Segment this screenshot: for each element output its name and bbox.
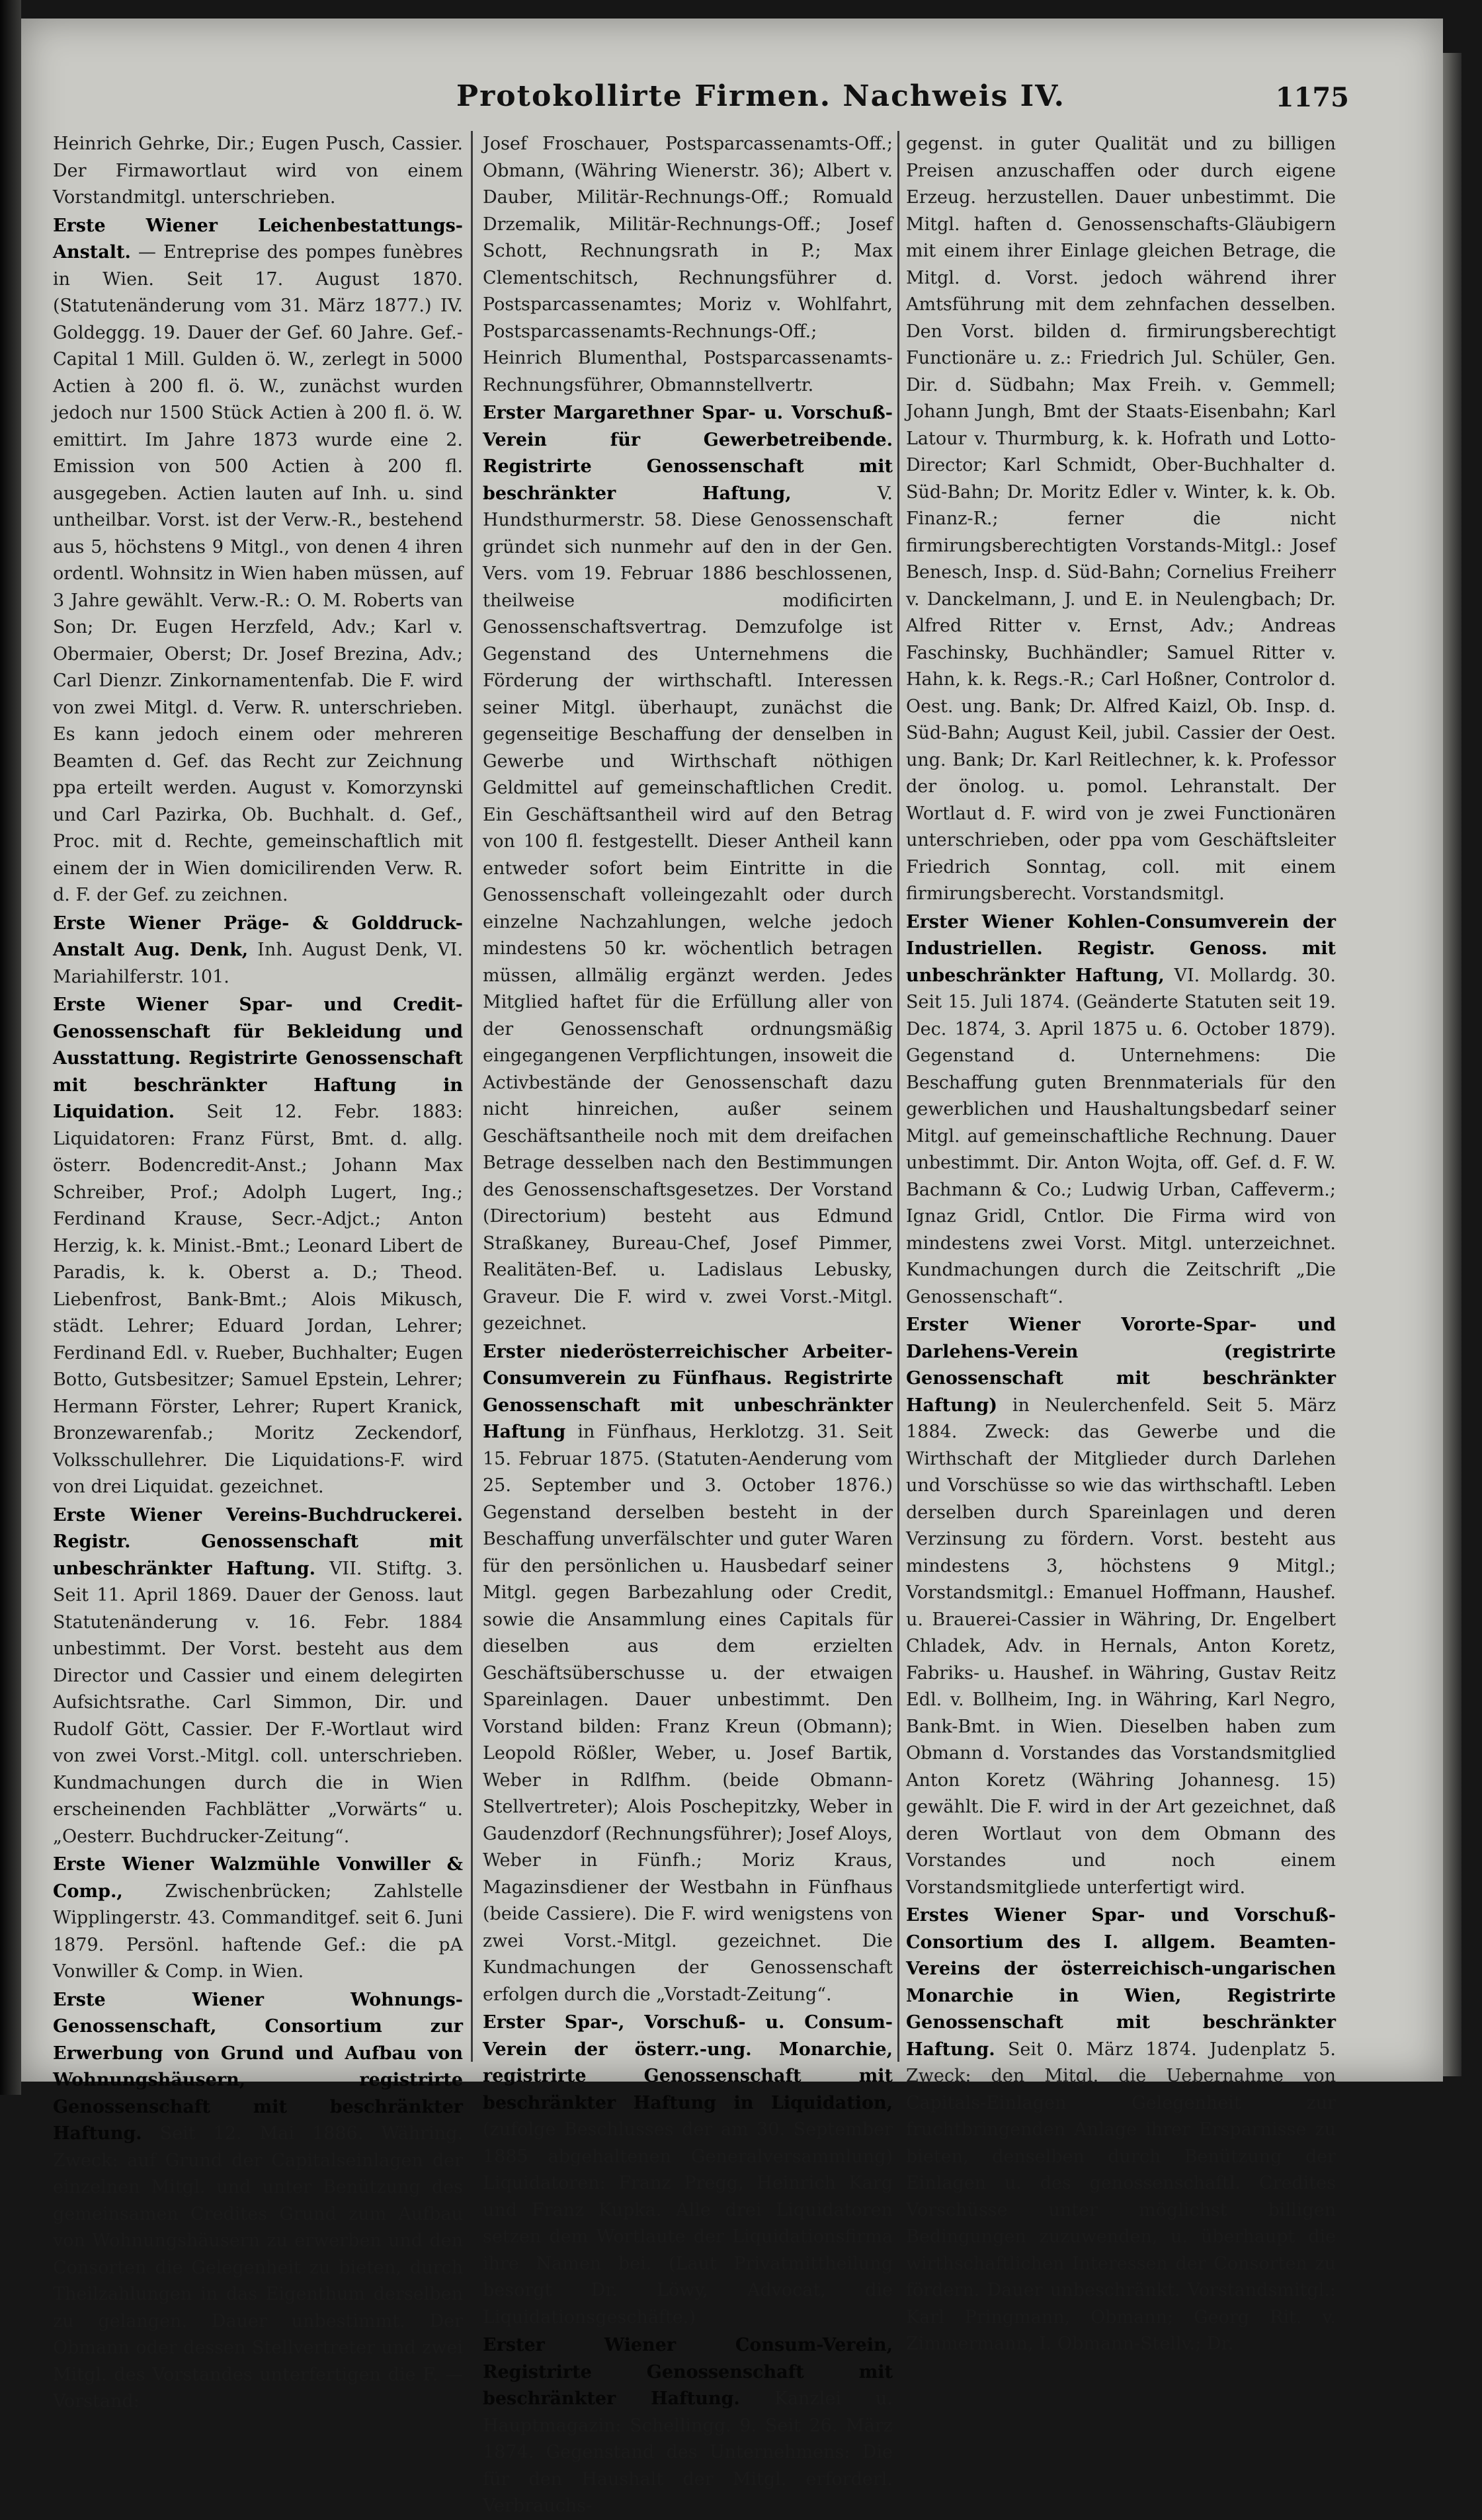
entry-text: Seit 12. Mai 1886. Währing. Zweck: auf Grund der Capitalseinlagen der einzelnen Mitgl. und unter Benützung des gemeinsamen Credites Grund zum Aufbau von Wohnungshäusern zu erwerben und den Consorten die Gelegenheit zu bieten, durch Theilzahlungen in das Eigenthum derselben zu gelangen. Dauer unbestimmt. Der Obmann oder dessen Stellvertreter und zwei Mitgl. des Vorstandes unterfertigen die F. — Vorstand:	[53, 2123, 464, 2412]
entry	[483, 2332, 893, 2520]
entry	[483, 400, 893, 1338]
entry-text: Heinrich Gehrke, Dir.; Eugen Pusch, Cassier. Der Firmawortlaut wird von einem Vorstandmitgl. unterschrieben.	[53, 134, 463, 208]
entry	[483, 2010, 893, 2331]
entry-text: Josef Froschauer, Postsparcassenamts-Off.; Obmann, (Währing Wienerstr. 36); Albert v. Dauber, Militär-Rechnungs-Off.; Romuald Drzemalik, Militär-Rechnungs-Off.; Josef Schott, Rechnungsrath in P.; Max Clementschitsch, Rechnungsführer d. Postsparcassenamtes; Moriz v. Wohlfahrt, Postsparcassenamts-Rechnungs-Off.; Heinrich Blumenthal, Postsparcassenamts-Rechnungsführer, Obmannstellvertr.	[483, 134, 893, 395]
column-rule	[897, 131, 899, 2062]
entry-text: Seit 12. Febr. 1883: Liquidatoren: Franz Fürst, Bmt. d. allg. österr. Bodencredit-Anst.; Johann Max Schreiber, Prof.; Adolph Lugert, Ing.; Ferdinand Krause, Secr.-Adjct.; Anton Herzig, k. k. Minist.-Bmt.; Leonard Libert de Paradis, k. k. Oberst a. D.; Theod. Liebenfrost, Bank-Bmt.; Alois Mikusch, städt. Lehrer; Eduard Jordan, Lehrer; Ferdinand Edl. v. Rueber, Buchhalter; Eugen Botto, Gutsbesitzer; Samuel Epstein, Lehrer; Hermann Förster, Lehrer; Rupert Kranick, Bronzewarenfab.; Moritz Zeckendorf, Volksschullehrer. Die Liquidations-F. wird von drei Liquidat. gezeichnet.	[53, 1102, 463, 1497]
entry-text: Inh. August Denk, VI. Mariahilferstr. 101.	[53, 940, 463, 987]
entry-heading: Erste Wiener Präge- & Golddruck-Anstalt Aug. Denk,	[53, 913, 463, 960]
entry-text: Zwischenbrücken; Zahlstelle Wipplingerstr. 43. Commanditgef. seit 6. Juni 1879. Persönl. haftende Gef.: die pA Vonwiller & Comp. in Wien.	[53, 1881, 463, 1982]
entry-heading: Erster niederösterreichischer Arbeiter-Consumverein zu Fünfhaus. Registrirte Genossenschaft mit unbeschränkter Haftung	[483, 1341, 893, 1442]
entry	[53, 911, 463, 991]
entry-text: VI. Mollardg. 30. Seit 15. Juli 1874. (Geänderte Statuten seit 19. Dec. 1874, 3. April 1875 u. 6. October 1879). Gegenstand d. Unternehmens: Die Beschaffung guten Brennmaterials für den gewerblichen und Haushaltungsbedarf seiner Mitgl. auf gemeinschaftliche Rechnung. Dauer unbestimmt. Dir. Anton Wojta, off. Gef. d. F. W. Bachmann & Co.; Ludwig Urban, Caffeverm.; Ignaz Gridl, Cntlor. Die Firma wird von mindestens zwei Vorst. Mitgl. unterzeichnet. Kundmachungen durch die Zeitschrift „Die Genossenschaft“.	[906, 965, 1336, 1307]
entry	[53, 1851, 463, 1986]
entry-text: V. Hundsthurmerstr. 58. Diese Genossenschaft gründet sich nunmehr auf den in der Gen. Vers. vom 19. Februar 1886 beschlossenen, theilweise modificirten Genossenschaftsvertrag. Demzufolge ist Gegenstand des Unternehmens die Förderung der wirthschaftl. Interessen seiner Mitgl. überhaupt, zunächst die gegenseitige Beschaffung der denselben in Gewerbe und Wirthschaft nöthigen Geldmittel auf gemeinschaftlichen Credit. Ein Geschäftsantheil wird auf den Betrag von 100 fl. festgestellt. Dieser Antheil kann entweder sofort beim Eintritte in die Genossenschaft volleingezahlt oder durch einzelne Nachzahlungen, welche jedoch mindestens 50 kr. wöchentlich betragen müssen, allmälig ergänzt werden. Jedes Mitglied haftet für die Erfüllung aller von der Genossenschaft ordnungsmäßig eingegangenen Verpflichtungen, insoweit die Activbestände der Genossenschaft dazu nicht hinreichen, außer seinem Geschäftsantheile noch mit dem dreifachen Betrage desselben nach den Bestimmungen des Genossenschaftsgesetzes. Der Vorstand (Directorium) besteht aus Edmund Straßkaney, Bureau-Chef, Josef Pimmer, Realitäten-Bef. u. Ladislaus Lebusky, Graveur. Die F. wird v. zwei Vorst.-Mitgl. gezeichnet.	[483, 483, 893, 1334]
entry-heading: Erster Wiener Consum-Verein, Registrirte Genossenschaft mit beschränkter Haftung.	[483, 2335, 893, 2409]
entry-heading: Erster Margarethner Spar- u. Vorschuß-Verein für Gewerbetreibende. Registrirte Genossenschaft mit beschränkter Haftung,	[483, 403, 893, 504]
running-title: Protokollirte Firmen. Nachweis IV.	[456, 79, 1065, 113]
entry	[906, 131, 1336, 908]
book-spine	[0, 0, 21, 2095]
entry	[483, 1339, 893, 2009]
entry	[906, 1312, 1336, 1901]
entry-text: in Neulerchenfeld. Seit 5. März 1884. Zweck: das Gewerbe und die Wirthschaft der Mitglieder durch Darlehen und Vorschüsse so wie das wirthschaftl. Leben derselben durch Spareinlagen und deren Verzinsung zu fördern. Vorst. besteht aus mindestens 3, höchstens 9 Mitgl.; Vorstandsmitgl.: Emanuel Hoffmann, Haushef. u. Brauerei-Cassier in Währing, Dr. Engelbert Chladek, Adv. in Hernals, Anton Koretz, Fabriks- u. Haushef. in Währing, Gustav Reitz Edl. v. Bollheim, Ing. in Währing, Karl Negro, Bank-Bmt. in Wien. Dieselben haben zum Obmann d. Vorstandes das Vorstandsmitglied Anton Koretz (Währing Johannesg. 15) gewählt. Die F. wird in der Art gezeichnet, daß deren Wortlaut von dem Obmann des Vorstandes und noch einem Vorstandsmitgliede unterfertigt wird.	[906, 1395, 1336, 1898]
entry-heading: Erste Wiener Vereins-Buchdruckerei. Registr. Genossenschaft mit unbeschränkter Haftung.	[53, 1504, 463, 1579]
entry-text: (zufolge Beschlusses der am 30. September 1885 abgehaltenen Generalversammlung) Liquidatoren: Franz Pregg, Heinrich Karg und Franz Kupka. Alle drei Liquidatoren setzen dem Wortlaute der Liquidationsfirma ihre Namen bei. (Laut Privatmittheilung besorgt Dr. Löwy, Advocat, die Liquidationsgeschäfte.)	[483, 2119, 893, 2328]
entry-text: in Fünfhaus, Herklotzg. 31. Seit 15. Februar 1875. (Statuten-Aenderung vom 25. September und 3. October 1876.) Gegenstand derselben besteht in der Beschaffung unverfälschter und guter Waren für den persönlichen u. Hausbedarf seiner Mitgl. gegen Barbezahlung oder Credit, sowie die Ansammlung eines Capitals für dieselben aus dem erzielten Geschäftsüberschusse u. der etwaigen Spareinlagen. Dauer unbestimmt. Den Vorstand bilden: Franz Kreun (Obmann); Leopold Rößler, Weber, u. Josef Bartik, Weber in Rdlfhm. (beide Obmann-Stellvertreter); Alois Poschepitzky, Weber in Gaudenzdorf (Rechnungsführer); Josef Aloys, Weber in Fünfh.; Moriz Kraus, Magazinsdiener der Westbahn in Fünfhaus (beide Cassiere). Die F. wird wenigstens von zwei Vorst.-Mitgl. gezeichnet. Die Kundmachungen der Genossenschaft erfolgen durch die „Vorstadt-Zeitung“.	[483, 1422, 893, 2005]
entry	[53, 1987, 463, 2416]
column-1	[53, 131, 463, 2416]
entry-heading: Erstes Wiener Spar- und Vorschuß-Consortium des I. allgem. Beamten-Vereins der österreichisch-ungarischen Monarchie in Wien, Registrirte Genossenschaft mit beschränkter Haftung.	[906, 1905, 1336, 2060]
entry-heading: Erster Wiener Kohlen-Consumverein der Industriellen. Registr. Genoss. mit unbeschränkter Haftung,	[906, 911, 1336, 986]
entry	[906, 1902, 1336, 2358]
entry	[53, 992, 463, 1501]
entry-heading: Erster Spar-, Vorschuß- u. Consum-Verein der österr.-ung. Monarchie, registrirte Genossenschaft mit beschränkter Haftung in Liquidation,	[483, 2012, 893, 2113]
entry	[906, 909, 1336, 1311]
entry-heading: Erster Wiener Vororte-Spar- und Darlehens-Verein (registrirte Genossenschaft mit beschränkter Haftung)	[906, 1315, 1336, 1416]
column-2	[483, 131, 893, 2520]
entry	[53, 131, 463, 212]
entry	[483, 131, 893, 399]
entry-text: Kanzlei u. Hauptmagazin: Schellingg. 9. Seit 26. März 1874. Gegenstand des Unternehmens: Die für den Haushalt der Mitgl. erforderl. Verbrauchs-	[483, 2388, 893, 2516]
entry-heading: Erste Wiener Spar- und Credit-Genossenschaft für Bekleidung und Ausstattung. Registrirte Genossenschaft mit beschränkter Haftung in Liquidation.	[53, 995, 463, 1122]
entry	[53, 213, 463, 909]
entry-heading: Erste Wiener Walzmühle Vonwiller & Comp.,	[53, 1854, 463, 1902]
entry-heading: Erste Wiener Leichenbestattungs-Anstalt.	[53, 215, 463, 263]
page-number: 1175	[1275, 82, 1349, 113]
entry-text: Seit 0. März 1874. Judenplatz 5. Zweck: den Mitgl. die Uebernahme von Capitals-Einlagen Gelegenheit zur fruchtbringenden Anlage ihrer Ersparnisse zu bieten, denselben durch Benützung der Einlagen u. des genossenschaftl. Credites Vorschüsse unter möglichst billigen Bedingungen zuzuwenden, u. überhaupt die wirthschaftlichen Interessen der Consorten zu fördern. Dauer unbeschränkt. Vorstandsmitgl.: Karl Pringmann, Obmann; Georg Rit. v. Zimmermann, I. Obmann-Stellv.; Dr.	[906, 2039, 1336, 2354]
entry-text: VII. Stiftg. 3. Seit 11. April 1869. Dauer der Genoss. laut Statutenänderung v. 16. Febr. 1884 unbestimmt. Der Vorst. besteht aus dem Director und Cassier und einem delegirten Aufsichtsrathe. Carl Simmon, Dir. und Rudolf Gött, Cassier. Der F.-Wortlaut wird von zwei Vorst.-Mitgl. coll. unterschrieben. Kundmachungen durch die in Wien erscheinenden Fachblätter „Vorwärts“ u. „Oesterr. Buchdrucker-Zeitung“.	[53, 1558, 463, 1847]
page-header	[423, 79, 1349, 126]
entry-text: gegenst. in guter Qualität und zu billigen Preisen anzuschaffen oder durch eigene Erzeug. herzustellen. Dauer unbestimmt. Die Mitgl. haften d. Genossenschafts-Gläubigern mit einem ihrer Einlage gleichen Betrage, die Mitgl. d. Vorst. jedoch während ihrer Amtsführung mit dem zehnfachen desselben. Den Vorst. bilden d. firmirungsberechtigt Functionäre u. z.: Friedrich Jul. Schüler, Gen. Dir. d. Südbahn; Max Freih. v. Gemmell; Johann Jungh, Bmt der Staats-Eisenbahn; Karl Latour v. Thurmburg, k. k. Hofrath und Lotto-Director; Karl Schmidt, Ober-Buchhalter d. Süd-Bahn; Dr. Moritz Edler v. Winter, k. k. Ob. Finanz-R.; ferner die nicht firmirungsberechtigten Vorstands-Mitgl.: Josef Benesch, Insp. d. Süd-Bahn; Cornelius Freiherr v. Danckelmann, J. und E. in Neulengbach; Dr. Alfred Ritter v. Ernst, Adv.; Andreas Faschinsky, Buchhändler; Samuel Ritter v. Hahn, k. k. Regs.-R.; Carl Hoßner, Controlor d. Oest. ung. Bank; Dr. Alfred Kaizl, Ob. Insp. d. Süd-Bahn; August Keil, jubil. Cassier der Oest. ung. Bank; Dr. Karl Reitlechner, k. k. Professor der önolog. u. pomol. Lehranstalt. Der Wortlaut d. F. wird von je zwei Functionären unterschrieben, oder ppa vom Geschäftsleiter Friedrich Sonntag, coll. mit einem firmirungsberecht. Vorstandsmitgl.	[906, 134, 1336, 904]
entry-heading: Erste Wiener Wohnungs-Genossenschaft, Consortium zur Erwerbung von Grund und Aufbau von Wohnungshäusern, registrirte Genossenschaft mit beschränkter Haftung.	[53, 1989, 463, 2144]
entry	[53, 1502, 463, 1851]
entry-text: — Entreprise des pompes funèbres in Wien. Seit 17. August 1870. (Statutenänderung vom 31. März 1877.) IV. Goldeggg. 19. Dauer der Gef. 60 Jahre. Gef.-Capital 1 Mill. Gulden ö. W., zerlegt in 5000 Actien à 200 fl. ö. W., zunächst wurden jedoch nur 1500 Stück Actien à 200 fl. ö. W. emittirt. Im Jahre 1873 wurde eine 2. Emission von 500 Actien à 200 fl. ausgegeben. Actien lauten auf Inh. u. sind untheilbar. Vorst. ist der Verw.-R., bestehend aus 5, höchstens 9 Mitgl., von denen 4 ihren ordentl. Wohnsitz in Wien haben müssen, auf 3 Jahre gewählt. Verw.-R.: O. M. Roberts van Son; Dr. Eugen Herzfeld, Adv.; Karl v. Obermaier, Oberst; Dr. Josef Brezina, Adv.; Carl Dienzr. Zinkornamentenfab. Die F. wird von zwei Mitgl. d. Verw. R. unterschrieben. Es kann jedoch einem oder mehreren Beamten d. Gef. das Recht zur Zeichnung ppa erteilt werden. August v. Komorzynski und Carl Pazirka, Ob. Buchhalt. d. Gef., Proc. mit d. Rechte, gemeinschaftlich mit einem der in Wien domicilirenden Verw. R. d. F. der Gef. zu zeichnen.	[53, 242, 463, 905]
column-3	[906, 131, 1336, 2358]
column-rule	[471, 131, 473, 2062]
